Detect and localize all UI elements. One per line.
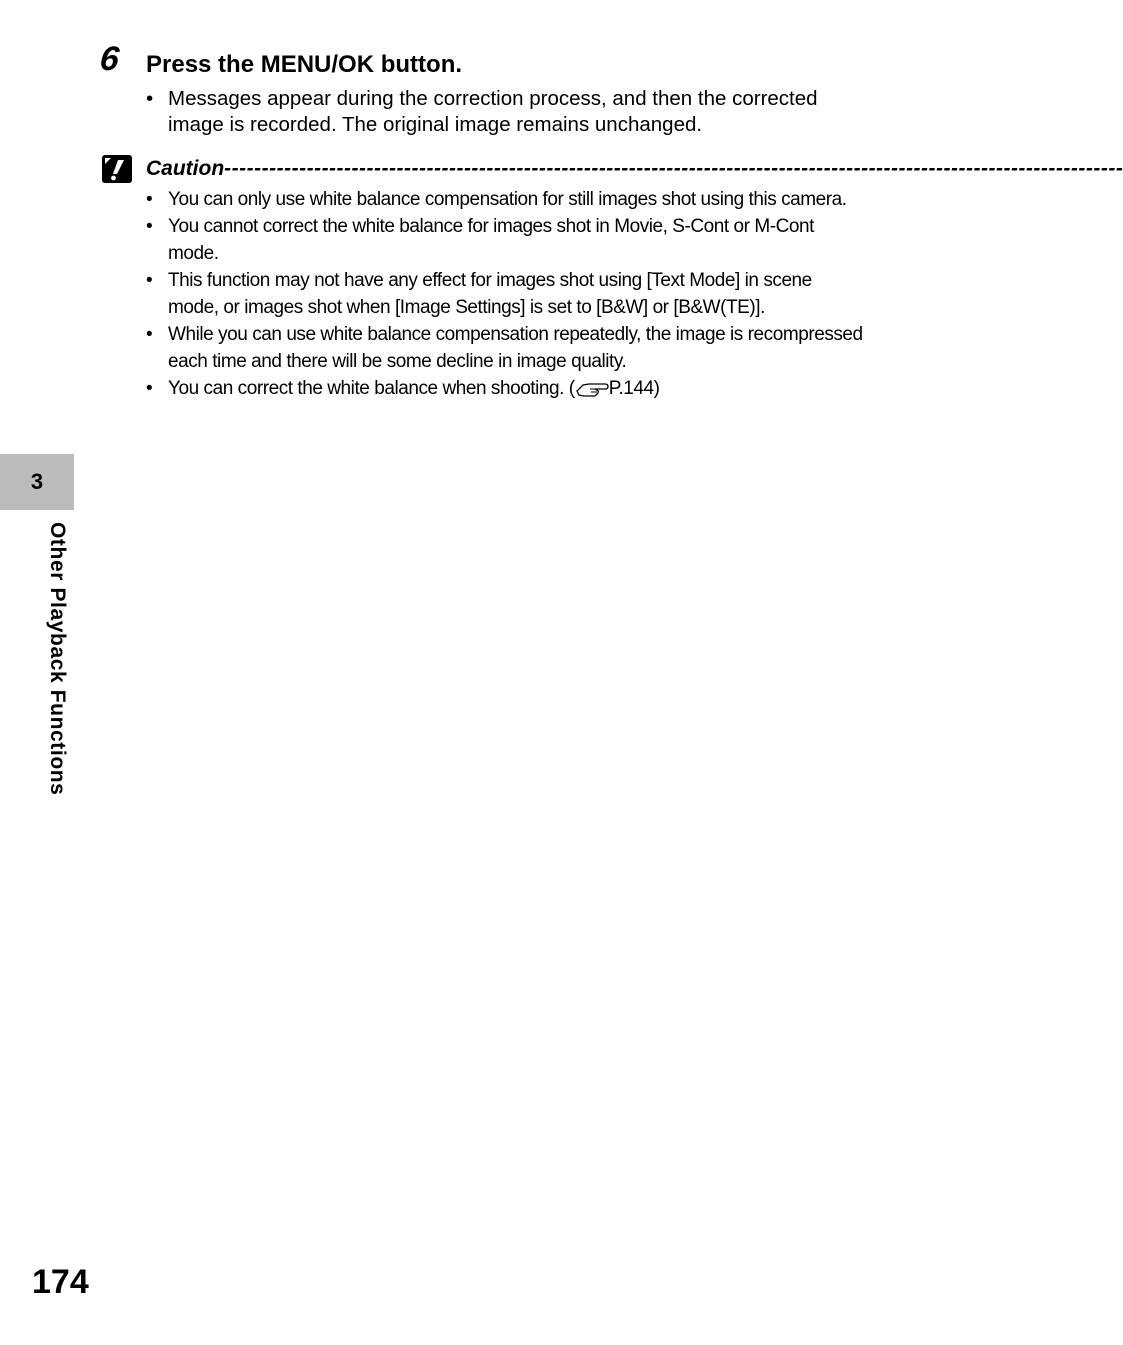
caution-list bbox=[146, 186, 866, 402]
caution-ref-before: You can correct the white balance when shooting. ( bbox=[168, 378, 575, 399]
step-title: Press the MENU/OK button. bbox=[146, 51, 463, 78]
list-item: • You cannot correct the white balance for images shot in Movie, S-Cont or M-Cont mode. bbox=[146, 216, 814, 264]
list-item: • While you can use white balance compensation repeatedly, the image is recompressed each time and there will be some decline in image quality. bbox=[146, 324, 863, 372]
list-item: • This function may not have any effect for images shot using [Text Mode] in scene mode, or images shot when [Image Settings] is set to [B&W] or [B&W(TE)]. bbox=[146, 270, 812, 318]
caution-item-text: You cannot correct the white balance for images shot in Movie, S-Cont or M-Cont mode. bbox=[168, 216, 814, 264]
step-bullet-list bbox=[146, 86, 876, 138]
caution-divider: ------------------------------------------------------------------------------------------------------------------------ bbox=[224, 157, 1123, 180]
page-number: 174 bbox=[32, 1263, 89, 1301]
caution-icon bbox=[102, 155, 132, 183]
step-number: 6 bbox=[98, 40, 121, 78]
chapter-number: 3 bbox=[30, 469, 44, 494]
caution-heading bbox=[146, 155, 1123, 183]
chapter-title: Other Playback Functions bbox=[46, 522, 69, 796]
caution-label: Caution bbox=[146, 157, 225, 180]
step-bullet-text: Messages appear during the correction process, and then the corrected image is recorded. The original image remains unchanged. bbox=[168, 87, 818, 136]
caution-item-text: While you can use white balance compensation repeatedly, the image is recompressed each time and there will be some decline in image quality. bbox=[168, 324, 863, 372]
pointing-hand-icon bbox=[575, 376, 609, 398]
list-item: • Messages appear during the correction process, and then the corrected image is recorded. The original image remains unchanged. bbox=[146, 87, 818, 136]
list-item: • You can correct the white balance when shooting. ( P.144) bbox=[146, 378, 660, 399]
page-reference-link[interactable]: P.144 bbox=[608, 378, 654, 399]
caution-item-text: This function may not have any effect for images shot using [Text Mode] in scene mode, or images shot when [Image Settings] is set to [B&W] or [B&W(TE)]. bbox=[168, 270, 812, 318]
list-item: • You can only use white balance compensation for still images shot using this camera. bbox=[146, 189, 847, 210]
caution-ref-after: ) bbox=[653, 378, 660, 399]
caution-item-text: You can only use white balance compensation for still images shot using this camera. bbox=[168, 189, 847, 210]
